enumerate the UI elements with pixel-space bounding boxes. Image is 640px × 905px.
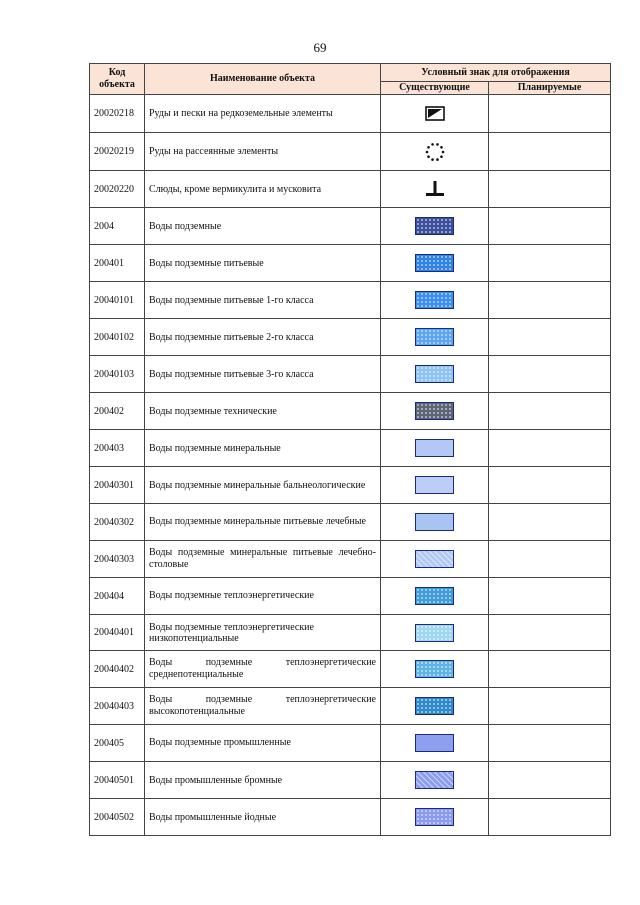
existing-symbol [381,651,489,688]
planned-symbol [489,467,611,504]
table-row [90,725,611,762]
object-name: Воды подземные питьевые [145,245,381,282]
table-row [90,208,611,245]
table-row [90,393,611,430]
object-code: 20040502 [90,799,145,836]
color-swatch-icon [415,771,454,789]
planned-symbol [489,319,611,356]
object-name: Слюды, кроме вермикулита и мусковита [145,171,381,208]
color-swatch-icon [415,217,454,235]
object-code: 200404 [90,578,145,615]
header-name: Наименование объекта [145,64,381,95]
object-name: Воды промышленные йодные [145,799,381,836]
object-name: Руды и пески на редкоземельные элементы [145,95,381,133]
object-name: Воды подземные теплоэнергетические низкопотенциальные [145,615,381,651]
object-code: 20020220 [90,171,145,208]
object-code: 20040301 [90,467,145,504]
existing-symbol [381,133,489,171]
color-swatch-icon [415,254,454,272]
planned-symbol [489,541,611,578]
object-name: Воды подземные минеральные бальнеологические [145,467,381,504]
object-name: Воды подземные минеральные питьевые лечебно-столовые [145,541,381,578]
color-swatch-icon [415,734,454,752]
header-code: Код объекта [90,64,145,95]
object-code: 20020218 [90,95,145,133]
rare-earth-ore-icon [425,106,445,121]
object-name: Воды подземные теплоэнергетические среднепотенциальные [145,651,381,688]
existing-symbol [381,578,489,615]
table-row [90,171,611,208]
object-name: Воды подземные [145,208,381,245]
object-name: Воды подземные технические [145,393,381,430]
table-row [90,245,611,282]
color-swatch-icon [415,513,454,531]
table-row [90,688,611,725]
object-code: 200403 [90,430,145,467]
existing-symbol [381,319,489,356]
table-row [90,504,611,541]
planned-symbol [489,208,611,245]
planned-symbol [489,578,611,615]
table-row [90,541,611,578]
color-swatch-icon [415,624,454,642]
header-symbol: Условный знак для отображения [381,64,611,82]
existing-symbol [381,467,489,504]
object-name: Воды подземные теплоэнергетические [145,578,381,615]
dotted-circle-icon [424,141,446,163]
object-code: 20040401 [90,615,145,651]
planned-symbol [489,430,611,467]
object-name: Воды подземные питьевые 2-го класса [145,319,381,356]
color-swatch-icon [415,660,454,678]
color-swatch-icon [415,587,454,605]
planned-symbol [489,799,611,836]
legend-table [89,63,611,836]
existing-symbol [381,282,489,319]
object-code: 20020219 [90,133,145,171]
object-code: 20040402 [90,651,145,688]
existing-symbol [381,245,489,282]
color-swatch-icon [415,328,454,346]
table-row [90,319,611,356]
existing-symbol [381,725,489,762]
object-code: 20040102 [90,319,145,356]
table-row [90,578,611,615]
color-swatch-icon [415,808,454,826]
object-name: Воды подземные питьевые 1-го класса [145,282,381,319]
object-name: Воды подземные минеральные питьевые лечебные [145,504,381,541]
color-swatch-icon [415,291,454,309]
object-name: Воды промышленные бромные [145,762,381,799]
object-code: 20040302 [90,504,145,541]
object-code: 20040303 [90,541,145,578]
existing-symbol [381,356,489,393]
color-swatch-icon [415,439,454,457]
legend-body [90,95,611,836]
existing-symbol [381,615,489,651]
header-planned: Планируемые [489,82,611,95]
object-code: 20040103 [90,356,145,393]
object-code: 200401 [90,245,145,282]
table-row [90,282,611,319]
existing-symbol [381,393,489,430]
existing-symbol [381,762,489,799]
object-name: Воды подземные минеральные [145,430,381,467]
planned-symbol [489,133,611,171]
existing-symbol [381,95,489,133]
object-name: Воды подземные теплоэнергетические высокопотенциальные [145,688,381,725]
object-name: Воды подземные промышленные [145,725,381,762]
planned-symbol [489,356,611,393]
object-code: 200405 [90,725,145,762]
page-number: 69 [313,40,327,55]
planned-symbol [489,688,611,725]
table-row [90,356,611,393]
existing-symbol [381,688,489,725]
existing-symbol [381,208,489,245]
header-existing: Существующие [381,82,489,95]
color-swatch-icon [415,365,454,383]
planned-symbol [489,245,611,282]
table-row [90,615,611,651]
existing-symbol [381,541,489,578]
object-code: 20040501 [90,762,145,799]
object-code: 200402 [90,393,145,430]
planned-symbol [489,95,611,133]
color-swatch-icon [415,476,454,494]
table-row [90,467,611,504]
planned-symbol [489,504,611,541]
table-row [90,133,611,171]
table-row [90,95,611,133]
planned-symbol [489,171,611,208]
color-swatch-icon [415,550,454,568]
object-code: 2004 [90,208,145,245]
object-name: Руды на рассеянные элементы [145,133,381,171]
color-swatch-icon [415,697,454,715]
planned-symbol [489,725,611,762]
existing-symbol [381,430,489,467]
object-name: Воды подземные питьевые 3-го класса [145,356,381,393]
existing-symbol [381,504,489,541]
planned-symbol [489,762,611,799]
table-row [90,799,611,836]
existing-symbol [381,171,489,208]
planned-symbol [489,651,611,688]
table-row [90,651,611,688]
planned-symbol [489,393,611,430]
existing-symbol [381,799,489,836]
planned-symbol [489,282,611,319]
inverted-t-icon [425,180,445,198]
table-row [90,430,611,467]
table-row [90,762,611,799]
planned-symbol [489,615,611,651]
object-code: 20040101 [90,282,145,319]
object-code: 20040403 [90,688,145,725]
color-swatch-icon [415,402,454,420]
